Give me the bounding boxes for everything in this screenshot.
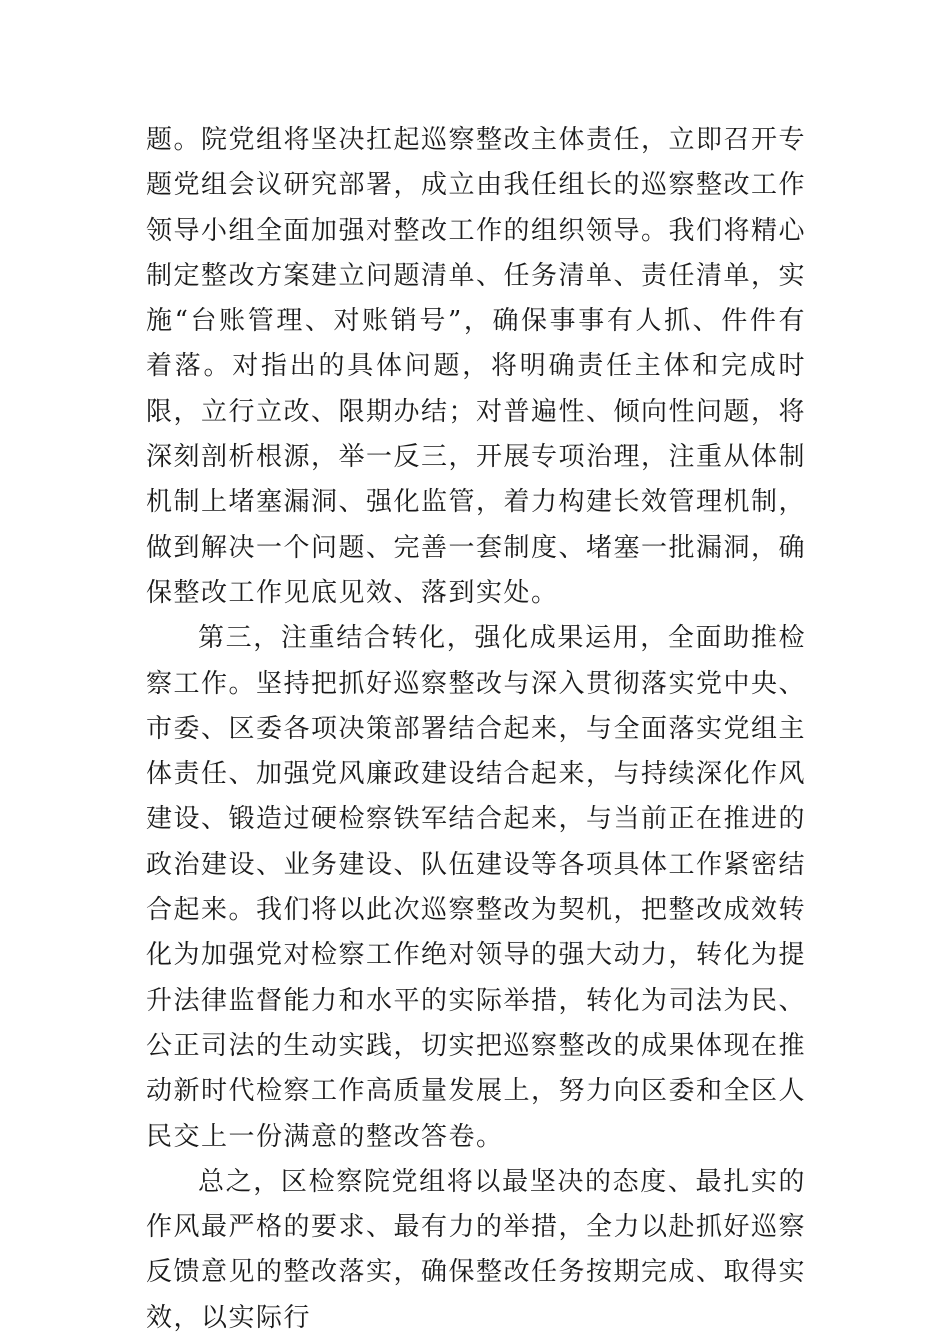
document-body [146, 118, 806, 1341]
paragraph-rectification-measures: 题。院党组将坚决扛起巡察整改主体责任，立即召开专题党组会议研究部署，成立由我任组长的巡察整改工作领导小组全面加强对整改工作的组织领导。我们将精心制定整改方案建立问题清单、任务清单、责任清单，实施“台账管理、对账销号”，确保事事有人抓、件件有着落。对指出的具体问题，将明确责任主体和完成时限，立行立改、限期办结；对普遍性、倾向性问题，将深刻剖析根源，举一反三，开展专项治理，注重从体制机制上堵塞漏洞、强化监管，着力构建长效管理机制，做到解决一个问题、完善一套制度、堵塞一批漏洞，确保整改工作见底见效、落到实处。 [146, 125, 807, 608]
paragraph-conclusion: 总之，区检察院党组将以最坚决的态度、最扎实的作风最严格的要求、最有力的举措，全力以赴抓好巡察反馈意见的整改落实，确保整改任务按期完成、取得实效，以实际行 [146, 1166, 807, 1333]
paragraph-third-point: 第三，注重结合转化，强化成果运用，全面助推检察工作。坚持把抓好巡察整改与深入贯彻落实党中央、市委、区委各项决策部署结合起来，与全面落实党组主体责任、加强党风廉政建设结合起来，与持续深化作风建设、锻造过硬检察铁军结合起来，与当前正在推进的政治建设、业务建设、队伍建设等各项具体工作紧密结合起来。我们将以此次巡察整改为契机，把整改成效转化为加强党对检察工作绝对领导的强大动力，转化为提升法律监督能力和水平的实际举措，转化为司法为民、公正司法的生动实践，切实把巡察整改的成果体现在推动新时代检察工作高质量发展上，努力向区委和全区人民交上一份满意的整改答卷。 [146, 623, 807, 1152]
